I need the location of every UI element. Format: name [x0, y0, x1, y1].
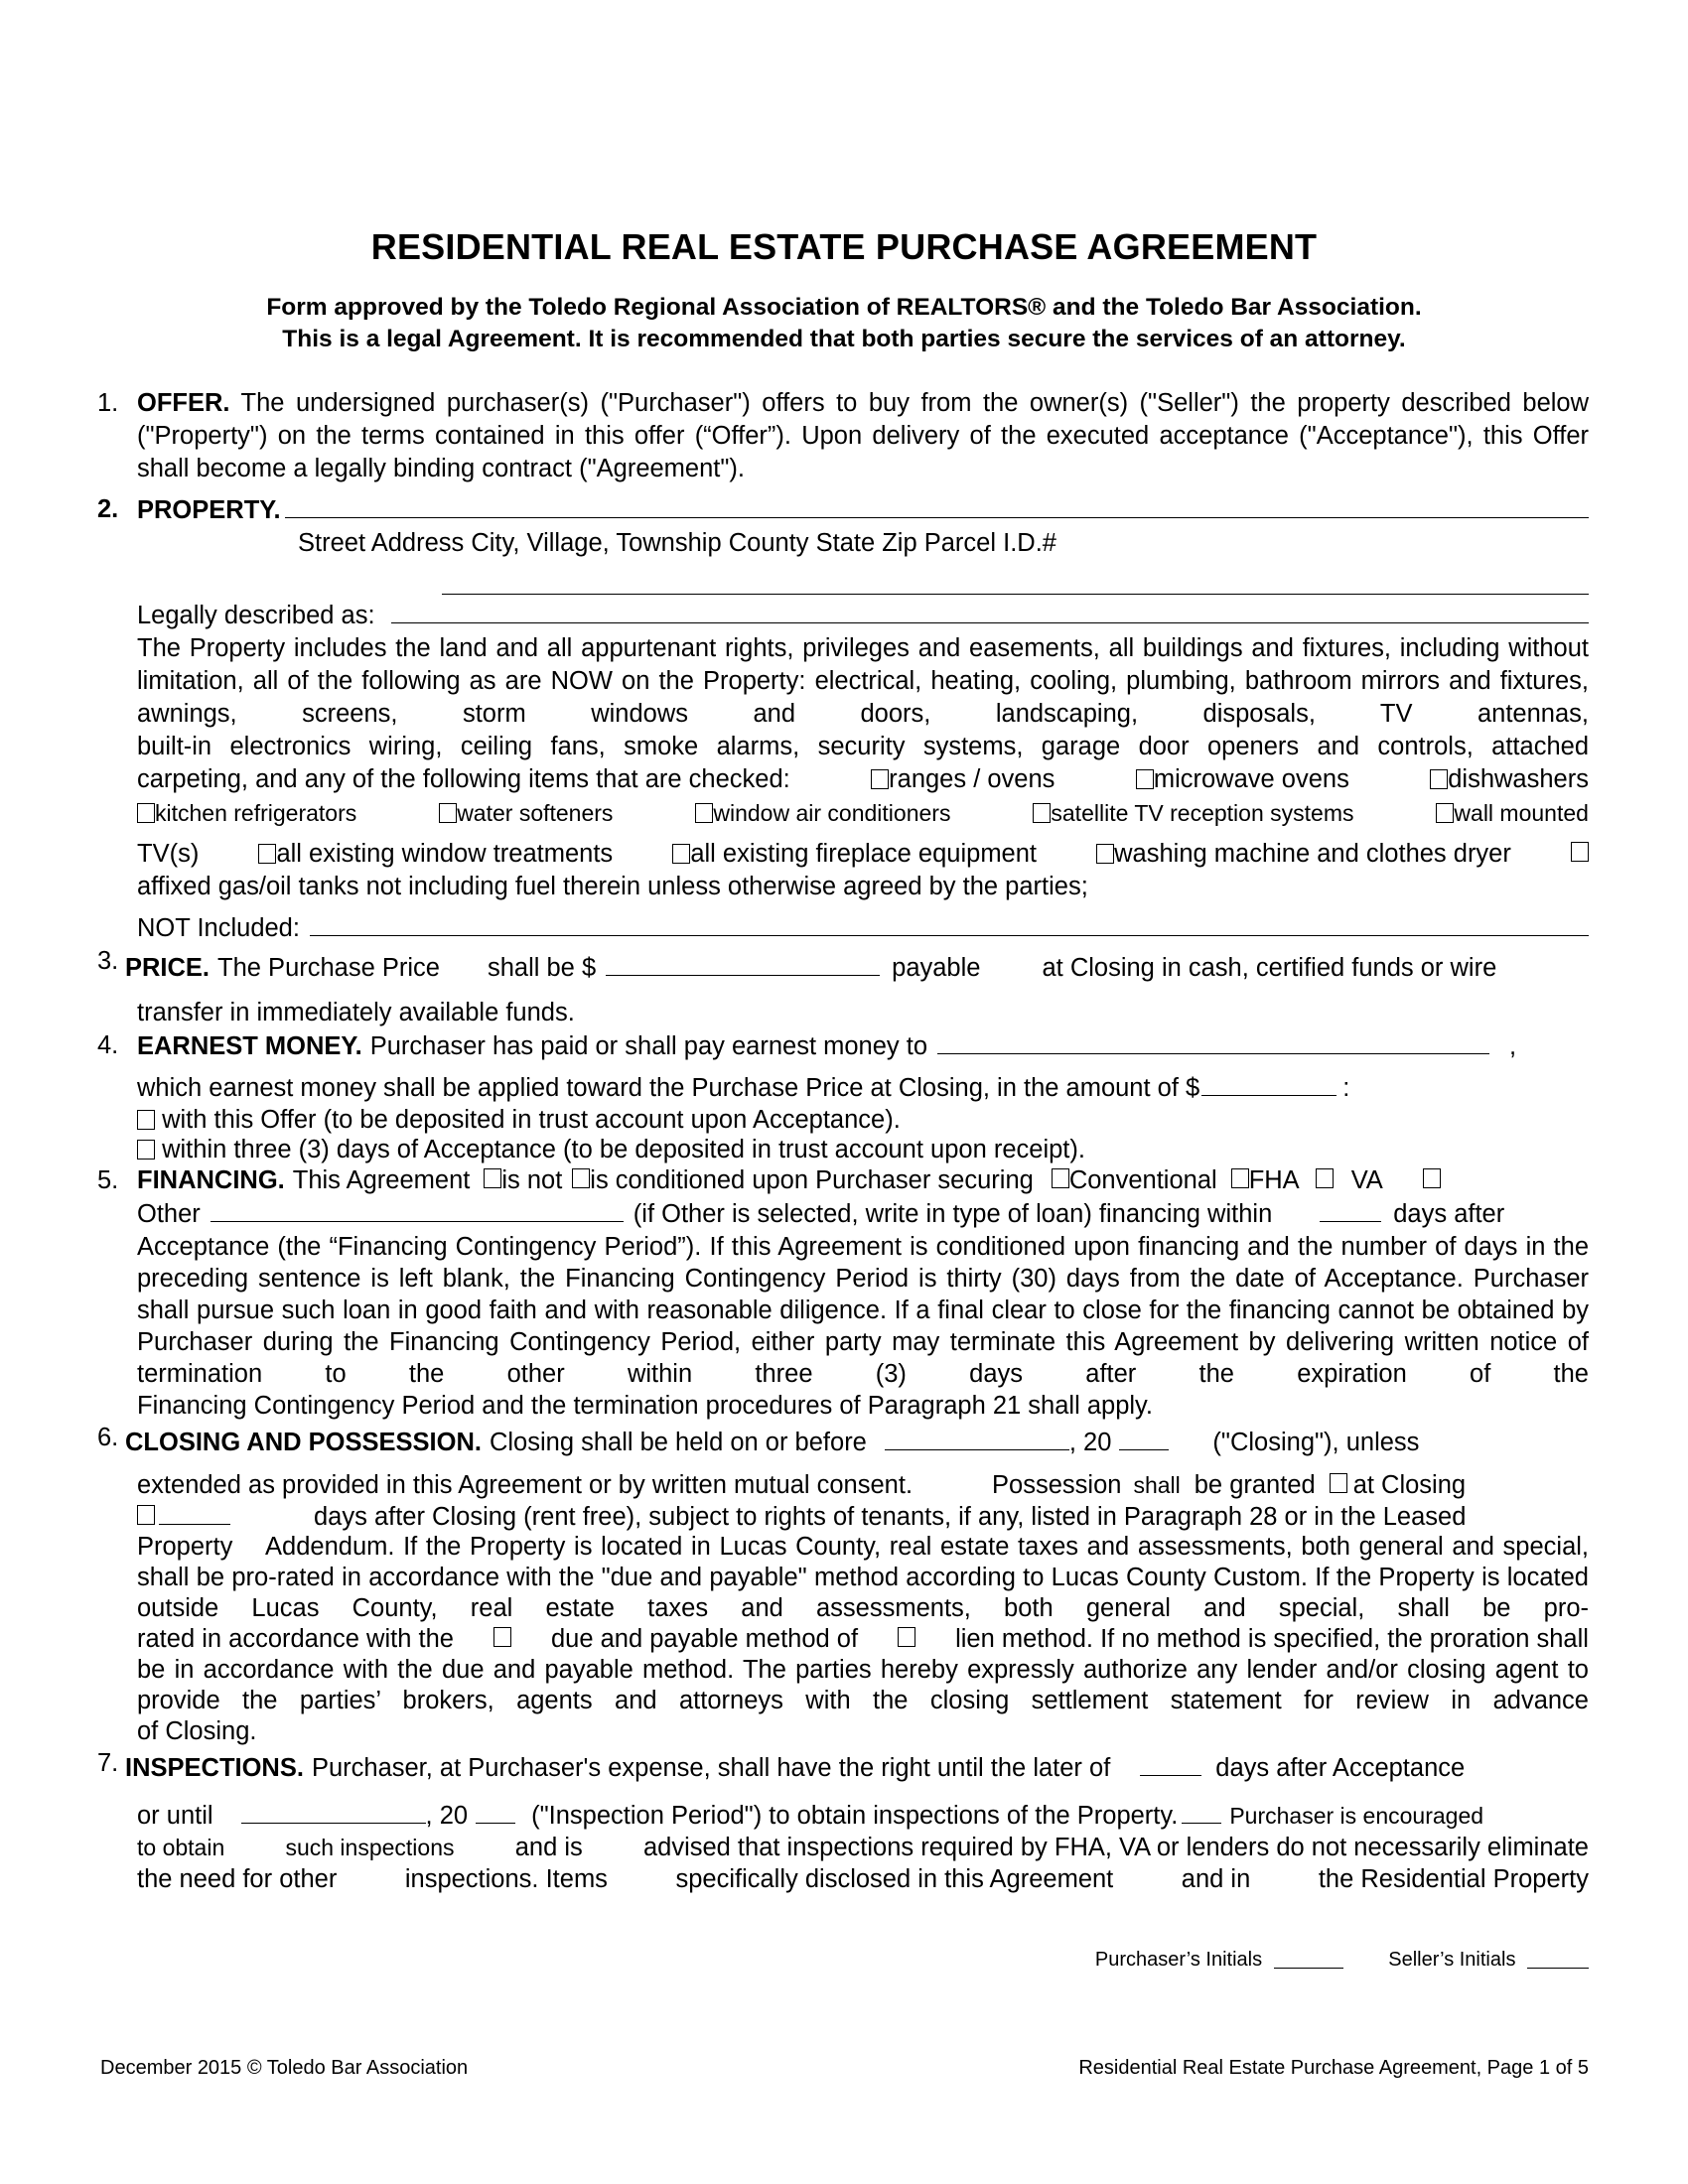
- offer-text-end: ("Acceptance"), this Offer shall become a legally binding contract ("Agreement").: [137, 422, 1589, 482]
- microwave-checkbox[interactable]: [1136, 769, 1154, 789]
- inspection-year-field[interactable]: [476, 1795, 515, 1824]
- earnest-amount-row: [137, 1071, 1589, 1105]
- earnest-money-holder-field[interactable]: [937, 1029, 1489, 1054]
- section-financing: [97, 1164, 1589, 1422]
- earnest-money-row: [137, 1029, 1589, 1063]
- legal-description-field[interactable]: [391, 599, 1589, 623]
- includes-paragraph-cont: built-in electronics wiring, ceiling fans, smoke alarms, security systems, garage door openers and controls, attached: [137, 733, 1589, 760]
- is-checkbox[interactable]: [572, 1168, 590, 1188]
- fha-label: FHA: [1248, 1166, 1300, 1194]
- is-not-label: is not: [501, 1166, 563, 1194]
- lien-method-checkbox[interactable]: [898, 1627, 915, 1647]
- inspection-items: inspections. Items: [404, 1865, 608, 1893]
- lien-method-label: lien method. If no method is specified, the proration shall: [955, 1625, 1589, 1653]
- due-and-payable-label: due and payable method of: [550, 1625, 859, 1653]
- section-heading: FINANCING.: [137, 1166, 285, 1194]
- section-number: 1.: [97, 389, 119, 417]
- property-address-field[interactable]: [285, 493, 1589, 518]
- legal-description-row: [137, 599, 1589, 632]
- refrigerators-checkbox[interactable]: [137, 803, 155, 823]
- financing-contingency-text: Acceptance (the “Financing Contingency Period”). If this Agreement is conditioned upon financing and the number of days in the preceding sentence is left blank, the Financing Contingency Period is thirty (30) days from the date of Acceptance. Purchaser shall pursue such loan in good faith and with reasonable diligence. If a final clear to close for the financing cannot be obtained by Purchaser during the Financing Contingency Period, either party may terminate this Agreement by delivering written notice of termination to the other within three (3) days after the expiration of the: [137, 1233, 1589, 1388]
- closing-year-field[interactable]: [1119, 1422, 1169, 1450]
- initials-line: [1095, 1949, 1589, 1972]
- checked-items-row-2: [137, 796, 1589, 830]
- closing-unless: ("Closing"), unless: [1212, 1429, 1420, 1456]
- proration-text-block: [137, 1532, 1589, 1747]
- section-heading: PROPERTY.: [137, 496, 281, 524]
- ranges-checkbox[interactable]: [871, 769, 889, 789]
- possession-shall: shall: [1133, 1472, 1181, 1498]
- price-payment-terms: at Closing in cash, certified funds or wire: [1042, 954, 1497, 982]
- closing-date-field[interactable]: [885, 1422, 1069, 1450]
- section-offer: [97, 387, 1589, 485]
- proration-text: Addendum. If the Property is located in Lucas County, real estate taxes and assessments, both general and special, shall be pro-rated in accordance with the "due and payable" method according to Lucas County Custom. If the Property is located outside Lucas County, real estate taxes and assessments, both general and special, shall be pro-: [137, 1533, 1590, 1622]
- water-softeners-label: water softeners: [457, 800, 614, 826]
- possession-days-field[interactable]: [159, 1504, 230, 1525]
- document-title: RESIDENTIAL REAL ESTATE PURCHASE AGREEMENT: [370, 226, 1318, 267]
- section-heading: CLOSING AND POSSESSION.: [125, 1429, 482, 1456]
- section-price: [97, 945, 1589, 1029]
- inspection-residential-property: the Residential Property: [1318, 1865, 1589, 1893]
- possession-label: Possession: [992, 1471, 1122, 1499]
- agreement-body: [97, 387, 1589, 1896]
- fha-checkbox[interactable]: [1231, 1168, 1249, 1188]
- leased-property-word: Property: [137, 1533, 233, 1561]
- inspection-date-row: [137, 1795, 1589, 1833]
- water-softeners-checkbox[interactable]: [439, 803, 457, 823]
- closing-text: Closing shall be held on or before: [489, 1429, 867, 1456]
- washer-dryer-label: washing machine and clothes dryer: [1114, 840, 1511, 868]
- price-payable: payable: [892, 954, 981, 982]
- purchaser-initials-label: Purchaser’s Initials: [1094, 1949, 1263, 1971]
- possession-days-row: [137, 1502, 1589, 1532]
- other-loan-type-field[interactable]: [211, 1197, 624, 1222]
- closing-year-prefix: , 20: [1068, 1429, 1112, 1456]
- inspection-specifically-disclosed: specifically disclosed in this Agreement: [675, 1865, 1114, 1893]
- days-after-closing-checkbox[interactable]: [137, 1505, 155, 1525]
- is-conditioned-label: is conditioned upon Purchaser securing: [590, 1166, 1034, 1194]
- earnest-option-1: [137, 1105, 1589, 1135]
- inspections-text: Purchaser, at Purchaser's expense, shall have the right until the later of: [311, 1754, 1111, 1782]
- section-number: 7.: [97, 1749, 119, 1777]
- conventional-checkbox[interactable]: [1052, 1168, 1069, 1188]
- section-number: 6.: [97, 1424, 119, 1451]
- purchase-price-field[interactable]: [606, 945, 880, 976]
- with-offer-label: with this Offer (to be deposited in trust account upon Acceptance).: [162, 1106, 901, 1134]
- financing-text: This Agreement: [292, 1166, 471, 1194]
- not-included-row: [137, 911, 1589, 945]
- parcel-id-field[interactable]: [442, 570, 1589, 595]
- satellite-checkbox[interactable]: [1033, 803, 1051, 823]
- financing-other-row: [137, 1197, 1589, 1231]
- inspection-days-field[interactable]: [1140, 1747, 1201, 1776]
- days-after-closing-text: days after Closing (rent free), subject to rights of tenants, if any, listed in Paragraph 28 or in the Leased: [314, 1503, 1467, 1531]
- offer-paragraph: [137, 387, 1589, 485]
- parcel-line-row: [137, 570, 1589, 595]
- financing-contingency-text-end: Financing Contingency Period and the termination procedures of Paragraph 21 shall apply.: [137, 1392, 1153, 1420]
- section-number: 4.: [97, 1031, 119, 1059]
- earnest-amount-text: which earnest money shall be applied toward the Purchase Price at Closing, in the amount of $: [137, 1074, 1200, 1102]
- microwave-label: microwave ovens: [1153, 765, 1349, 793]
- earnest-amount-field[interactable]: [1201, 1071, 1336, 1096]
- fireplace-equipment-checkbox[interactable]: [672, 844, 690, 864]
- at-closing-checkbox[interactable]: [1330, 1473, 1347, 1493]
- earnest-colon: :: [1342, 1074, 1350, 1102]
- section-number: 5.: [97, 1166, 119, 1194]
- wall-mounted-tv-label: wall mounted: [1454, 800, 1589, 826]
- section-heading: INSPECTIONS.: [125, 1754, 304, 1782]
- legal-advisory-note: This is a legal Agreement. It is recommended that both parties secure the services of an attorney.: [282, 326, 1406, 352]
- section-inspections: [97, 1747, 1589, 1896]
- address-field-labels: Street Address City, Village, Township County State Zip Parcel I.D.#: [298, 529, 1056, 557]
- inspection-days-after: days after Acceptance: [1215, 1754, 1466, 1782]
- section-heading: EARNEST MONEY.: [137, 1032, 362, 1060]
- earnest-option-2: [137, 1135, 1589, 1164]
- inspection-and-in: and in: [1181, 1865, 1251, 1893]
- financing-days-field[interactable]: [1320, 1197, 1381, 1222]
- inspection-date-field[interactable]: [241, 1795, 426, 1824]
- possession-granted: be granted: [1194, 1471, 1316, 1499]
- inspection-period-row: [125, 1747, 1589, 1785]
- section-property: [97, 493, 1589, 945]
- inspection-advice-row: [137, 1833, 1589, 1862]
- price-payment-terms-cont: transfer in immediately available funds.: [137, 999, 575, 1026]
- financing-row: [137, 1164, 1589, 1197]
- legal-description-label: Legally described as:: [137, 602, 375, 629]
- va-label: VA: [1350, 1166, 1383, 1194]
- due-and-payable-checkbox[interactable]: [493, 1627, 511, 1647]
- inspection-blank: [1182, 1807, 1221, 1824]
- seller-initials-field[interactable]: [1527, 1950, 1589, 1969]
- refrigerators-label: kitchen refrigerators: [155, 800, 357, 826]
- inspection-year-prefix: , 20: [425, 1802, 469, 1830]
- va-checkbox[interactable]: [1316, 1168, 1334, 1188]
- gas-oil-tanks-checkbox[interactable]: [1571, 842, 1589, 862]
- price-text: The Purchase Price: [217, 954, 440, 982]
- inspection-encouraged: Purchaser is encouraged: [1229, 1803, 1484, 1829]
- window-ac-checkbox[interactable]: [695, 803, 713, 823]
- not-included-field[interactable]: [310, 911, 1589, 936]
- inspection-and-is: and is: [514, 1834, 583, 1861]
- within-three-days-checkbox[interactable]: [137, 1140, 155, 1160]
- inspection-or-until: or until: [137, 1802, 213, 1830]
- section-number: 2.: [97, 495, 119, 523]
- wall-mounted-tv-checkbox[interactable]: [1436, 803, 1454, 823]
- inspection-items-row: [137, 1862, 1589, 1896]
- closing-date-row: [125, 1422, 1589, 1459]
- dishwashers-label: dishwashers: [1448, 765, 1589, 793]
- seller-initials-label: Seller’s Initials: [1388, 1949, 1516, 1971]
- proration-method-text: rated in accordance with the: [137, 1625, 454, 1653]
- checked-items-row-1: [137, 763, 1589, 796]
- section-heading: PRICE.: [125, 954, 211, 982]
- closing-extension-text: extended as provided in this Agreement or by written mutual consent.: [137, 1471, 914, 1499]
- inspection-to-obtain: to obtain: [137, 1835, 225, 1860]
- window-treatments-label: all existing window treatments: [276, 840, 614, 868]
- with-offer-checkbox[interactable]: [137, 1110, 155, 1130]
- possession-row: [137, 1469, 1589, 1502]
- days-after-label: days after: [1393, 1200, 1505, 1228]
- wall-mounted-tv-label-cont: TV(s): [137, 840, 200, 868]
- checked-items-intro: carpeting, and any of the following items that are checked:: [137, 765, 790, 793]
- earnest-money-text: Purchaser has paid or shall pay earnest money to: [369, 1032, 928, 1060]
- price-row: [125, 945, 1589, 985]
- washer-dryer-checkbox[interactable]: [1096, 844, 1114, 864]
- is-not-checkbox[interactable]: [484, 1168, 501, 1188]
- footer-page-number: Residential Real Estate Purchase Agreement, Page 1 of 5: [1078, 2057, 1589, 2079]
- proration-paragraph: [137, 1532, 1589, 1624]
- price-shall-be: shall be $: [487, 954, 597, 982]
- property-address-row: [137, 493, 1589, 527]
- form-approval-note: Form approved by the Toledo Regional Association of REALTORS® and the Toledo Bar Association.: [266, 294, 1422, 321]
- gas-oil-tanks-label: affixed gas/oil tanks not including fuel therein unless otherwise agreed by the parties;: [137, 873, 1088, 900]
- earnest-comma: ,: [1509, 1032, 1517, 1060]
- purchaser-initials-field[interactable]: [1274, 1950, 1343, 1969]
- other-loan-label: Other: [137, 1200, 201, 1228]
- proration-method-row: [137, 1624, 1589, 1655]
- other-loan-instructions: (if Other is selected, write in type of loan) financing within: [633, 1200, 1273, 1228]
- other-loan-checkbox[interactable]: [1423, 1168, 1441, 1188]
- settlement-statement-text: be in accordance with the due and payable method. The parties hereby expressly authorize any lender and/or closing agent to provide the parties’ brokers, agents and attorneys with the closing settlement statement for review in advance: [137, 1656, 1589, 1714]
- within-three-days-label: within three (3) days of Acceptance (to be deposited in trust account upon receipt).: [162, 1136, 1085, 1163]
- section-earnest-money: [97, 1029, 1589, 1164]
- not-included-label: NOT Included:: [137, 914, 300, 942]
- section-closing-possession: [97, 1422, 1589, 1747]
- settlement-statement-text-end: of Closing.: [137, 1717, 257, 1745]
- fireplace-equipment-label: all existing fireplace equipment: [690, 840, 1038, 868]
- at-closing-label: at Closing: [1352, 1471, 1467, 1499]
- satellite-label: satellite TV reception systems: [1051, 800, 1354, 826]
- offer-text: The undersigned purchaser(s) ("Purchaser") offers to buy from the owner(s) ("Seller") the property described below ("Property") on the terms contained in this offer (“Offer”). Upon delivery of the executed acceptance: [137, 389, 1590, 450]
- footer-date-copyright: December 2015 © Toledo Bar Association: [100, 2057, 469, 2079]
- includes-paragraph: The Property includes the land and all appurtenant rights, privileges and easements, all buildings and fixtures, including without limitation, all of the following as are NOW on the Property: electrical, heating, cooling, plumbing, bathroom mirrors and fixtures, awnings, screens, storm windows and doors, landscaping, disposals, TV antennas,: [137, 634, 1589, 728]
- section-number: 3.: [97, 947, 119, 975]
- inspection-need-for-other: the need for other: [137, 1865, 338, 1893]
- window-treatments-checkbox[interactable]: [258, 844, 276, 864]
- inspection-such: such inspections: [285, 1835, 455, 1860]
- window-ac-label: window air conditioners: [713, 800, 951, 826]
- section-heading: OFFER.: [137, 389, 230, 417]
- conventional-label: Conventional: [1068, 1166, 1217, 1194]
- ranges-label: ranges / ovens: [889, 765, 1055, 793]
- dishwashers-checkbox[interactable]: [1430, 769, 1448, 789]
- inspection-period-text: ("Inspection Period") to obtain inspections of the Property.: [531, 1802, 1179, 1830]
- checked-items-row-3: [137, 838, 1589, 871]
- inspection-advisory: advised that inspections required by FHA, VA or lenders do not necessarily eliminate: [642, 1834, 1589, 1861]
